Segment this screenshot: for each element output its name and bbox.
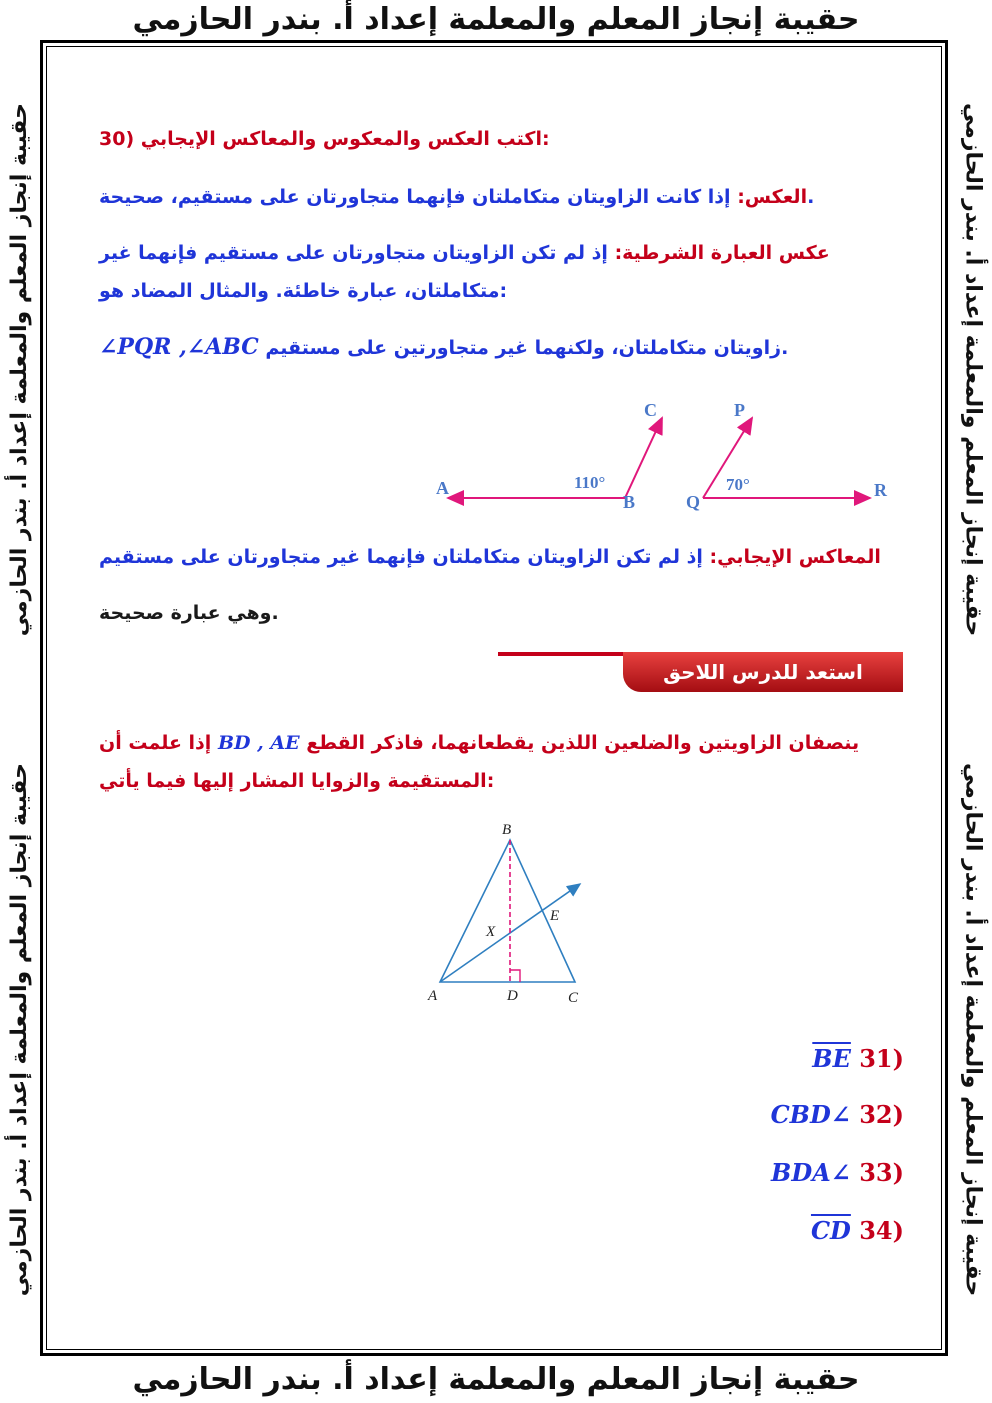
inverse-text: إذا كانت الزاويتان متكاملتان فإنهما متجاورتان على مستقيم، صحيحة. [99,186,815,208]
page-header: حقيبة إنجاز المعلم والمعلمة إعداد أ. بندر الحازمي [132,2,860,37]
item-symbol: ∠CBD [770,1100,851,1129]
prep-math: BD , AE [217,732,300,754]
side-text: حقيبة إنجاز المعلم والمعلمة إعداد أ. بندر الحازمي [960,763,986,1297]
converse-text: إذ لم تكن الزاويتان متجاورتان على مستقيم فإنهما غير [99,242,608,264]
label-X: X [486,924,496,940]
prep-question-line2 [99,764,904,798]
banner-title: استعد للدرس اللاحق [623,652,903,692]
converse-statement [99,236,904,270]
prep-text-2: ينصفان الزاويتين والضلعين اللذين يقطعانهما، فاذكر القطع [306,732,860,754]
item-34 [797,1216,904,1245]
converse-text-2: متكاملتان، عبارة خاطئة. والمثال المضاد هو: [99,280,508,302]
label-P: P [734,400,745,420]
q30-heading [99,122,904,156]
contrapositive-statement [99,540,904,574]
side-text: حقيبة إنجاز المعلم والمعلمة إعداد أ. بندر الحازمي [960,103,986,637]
item-symbol: ∠BDA [771,1158,851,1187]
q30-prompt: اكتب العكس والمعكوس والمعاكس الإيجابي: [140,128,550,150]
angle-70-label: 70° [726,475,750,494]
label-B: B [502,822,512,838]
label-D: D [507,988,518,1004]
right-side-banner [954,40,992,1360]
label-Q: Q [686,492,701,512]
prep-text-3: المستقيمة والزوايا المشار إليها فيما يأتي: [99,770,495,792]
side-text: حقيبة إنجاز المعلم والمعلمة إعداد أ. بندر الحازمي [6,763,32,1297]
item-symbol: CD [810,1216,851,1245]
inverse-label: العكس: [737,186,808,208]
banner-rule [498,652,628,656]
angle-110-label: 110° [574,473,606,492]
label-B: B [623,492,636,512]
counter-text: زاويتان متكاملتان، ولكنهما غير متجاورتين على مستقيم. [265,337,789,359]
item-number: (33 [859,1158,904,1187]
right-angle-mark [510,970,520,982]
contrapositive-label: المعاكس الإيجابي: [709,546,881,568]
contrapositive-text: إذ لم تكن الزاويتان متكاملتان فإنهما غير متجاورتان على مستقيم [99,546,703,568]
item-33 [757,1158,904,1187]
label-C: C [568,990,579,1006]
item-number: (31 [859,1044,904,1073]
prep-text-1: إذا علمت أن [99,732,212,754]
converse-label: عكس العبارة الشرطية: [614,242,830,264]
label-A: A [428,988,438,1004]
angles-figure [420,390,910,520]
page-footer: حقيبة إنجاز المعلم والمعلمة إعداد أ. بندر الحازمي [132,1362,860,1397]
prep-question [99,726,904,760]
item-31 [798,1044,904,1073]
counter-math: ∠PQR ,∠ABC [99,334,259,360]
item-symbol: BE [812,1044,851,1073]
label-R: R [874,480,887,500]
side-text: حقيبة إنجاز المعلم والمعلمة إعداد أ. بندر الحازمي [6,103,32,637]
contrapositive-text-2: وهي عبارة صحيحة. [99,602,279,624]
next-lesson-banner [498,648,903,698]
q30-number: 30) [99,128,135,150]
converse-statement-line2 [99,274,904,308]
item-number: (32 [859,1100,904,1129]
label-E: E [550,908,560,924]
counter-example [99,330,904,365]
label-A: A [436,478,449,498]
left-side-banner [0,40,38,1360]
triangle-figure [420,818,600,1008]
inverse-statement [99,180,904,214]
item-number: (34 [859,1216,904,1245]
contrapositive-statement-line2 [99,596,904,630]
item-32 [757,1100,904,1129]
label-C: C [644,400,657,420]
ray-BC [625,418,662,498]
